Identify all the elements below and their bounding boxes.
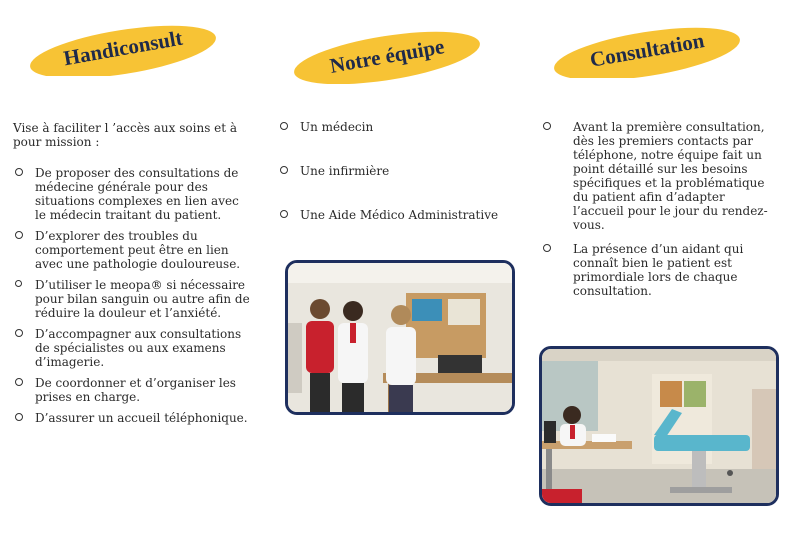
mission-list	[13, 166, 251, 425]
column-title: Notre équipe	[327, 33, 446, 78]
circle-bullet-icon	[543, 122, 551, 130]
circle-bullet-icon	[280, 166, 288, 174]
team-list	[278, 120, 523, 222]
list-item: De coordonner et d’organiser les prises en charge.	[13, 376, 251, 404]
list-item: La présence d’un aidant qui connaît bien le patient est primordiale lors de chaque consultation.	[541, 242, 777, 298]
circle-bullet-icon	[15, 413, 23, 421]
team-photo	[285, 260, 515, 415]
list-item: D’accompagner aux consultations de spécialistes ou aux examens d’imagerie.	[13, 327, 251, 369]
list-item: D’utiliser le meopa® si nécessaire pour bilan sanguin ou autre afin de réduire la douleur et l’anxiété.	[13, 278, 251, 320]
column-title: Handiconsult	[61, 25, 185, 70]
list-item: Une infirmière	[278, 164, 523, 178]
circle-bullet-icon	[15, 378, 23, 386]
column-handiconsult	[0, 0, 260, 558]
list-item: Un médecin	[278, 120, 523, 134]
column-consultation	[530, 0, 790, 558]
column-notre-equipe	[265, 0, 530, 558]
title-badge-handiconsult	[28, 20, 218, 76]
title-badge-consultation	[552, 22, 742, 78]
consultation-list	[541, 120, 777, 298]
intro-text: Vise à faciliter l ’accès aux soins et à pour mission :	[13, 121, 238, 149]
circle-bullet-icon	[543, 244, 551, 252]
list-item: D’explorer des troubles du comportement peut être en lien avec une pathologie douloureuse.	[13, 229, 251, 271]
consultation-room-photo	[539, 346, 779, 506]
circle-bullet-icon	[280, 210, 288, 218]
title-badge-equipe	[292, 28, 482, 84]
column-title: Consultation	[587, 27, 706, 72]
circle-bullet-icon	[15, 168, 23, 176]
circle-bullet-icon	[15, 329, 23, 337]
list-item: Avant la première consultation, dès les premiers contacts par téléphone, notre équipe fait un point détaillé sur les besoins spécifiques et la problématique du patient afin d’adapter l’accueil pour le jour du rendez-vous.	[541, 120, 777, 232]
list-item: Une Aide Médico Administrative	[278, 208, 523, 222]
circle-bullet-icon	[15, 231, 23, 239]
circle-bullet-icon	[15, 280, 22, 287]
circle-bullet-icon	[280, 122, 288, 130]
list-item: D’assurer un accueil téléphonique.	[13, 411, 251, 425]
list-item: De proposer des consultations de médecine générale pour des situations complexes en lien avec le médecin traitant du patient.	[13, 166, 251, 222]
